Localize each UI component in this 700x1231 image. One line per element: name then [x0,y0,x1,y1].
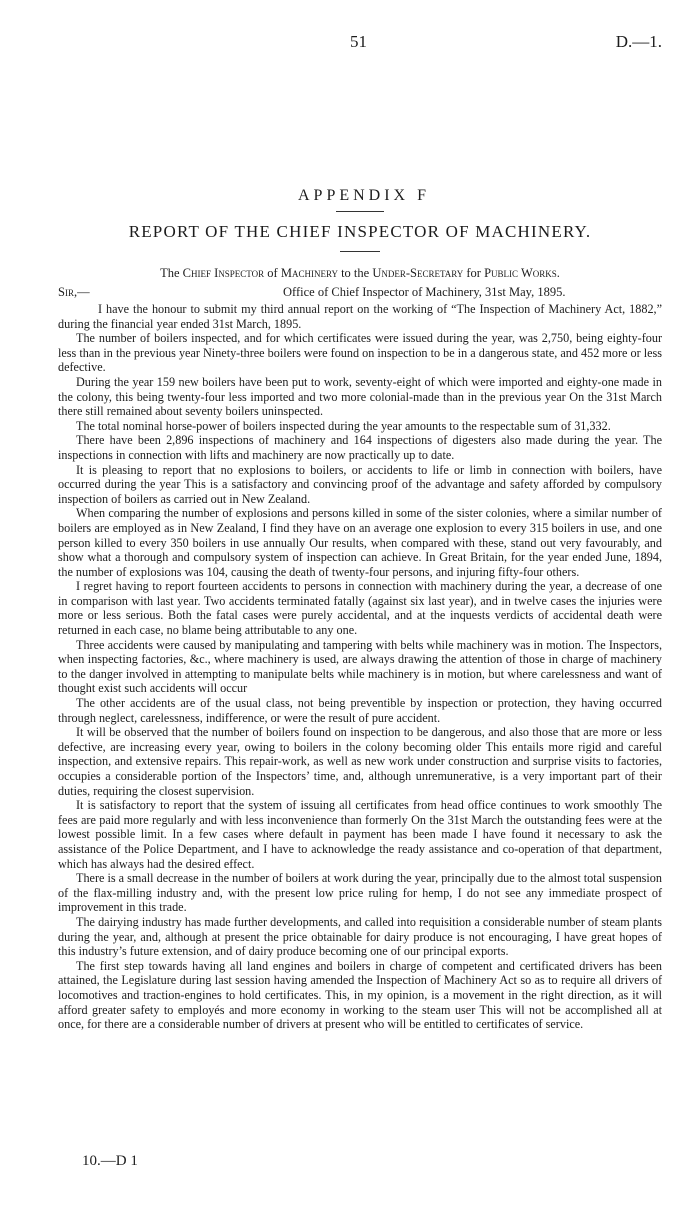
paragraph: I have the honour to submit my third annual report on the working of “The Inspection of Machinery Act, 1882,” during the financial year ended 31st March, 1895. [58,302,662,331]
paragraph: It is pleasing to report that no explosions to boilers, or accidents to life or limb in connection with boilers, have occurred during the year This is a satisfactory and convincing proof of the advantage and safety afforded by compulsory inspection of boilers as carried out in New Zealand. [58,462,662,506]
footer-signature: 10.—D 1 [82,1153,138,1169]
paragraph: Three accidents were caused by manipulating and tampering with belts while machinery was in motion. The Inspectors, when inspecting factories, &c., where machinery is used, are always drawing the attention of those in charge of machinery to the danger involved in attempting to manipulate belts while machinery is in motion, but where carelessness and want of thought exist such accidents will occur [58,637,662,696]
addressee-text: The [160,266,183,280]
addressee-recipient-dept: Public Works [484,266,557,280]
paragraph: The number of boilers inspected, and for which certificates were issued during the year, was 2,750, being eighty-four less than in the previous year Ninety-three boilers were found on inspection to be in a dangerous state, and 452 more or less defective. [58,331,662,375]
salutation: Sir,— [58,285,90,299]
paragraph: The total nominal horse-power of boilers inspected during the year amounts to the respectable sum of 31,332. [76,418,611,433]
title-rule [340,251,380,252]
paragraph: The dairying industry has made further developments, and called into requisition a considerable number of steam plants during the year, and, although at present the price obtainable for dairy produce is not encouraging, I have great hopes of this industry’s future extension, and of dairy produce becoming one of our principal exports. [58,914,662,959]
addressee-recipient: Under-Secretary [372,266,464,280]
paragraph: There have been 2,896 inspections of machinery and 164 inspections of digesters also made during the year. The inspections in connection with lifts and machinery are now practically up to date. [58,433,662,462]
page-number: 51 [350,32,367,51]
paragraph: During the year 159 new boilers have been put to work, seventy-eight of which were imported and eighty-one made in the colony, this being twenty-four less imported and two more colonial-made than in the previous year On the 31st March there still remained about seventy boilers uninspected. [58,374,662,419]
addressee-text: of [264,266,281,280]
paragraph: It will be observed that the number of boilers found on inspection to be dangerous, and also those that are more or less defective, are increasing every year, owing to boilers in the colony becoming older This entails more rigid and careful inspection, and extensive repairs. This repair-work, as well as new work under construction and surprise visits to factories, occupies a considerable portion of the Inspectors’ time, and, although unremunerative, is a very important part of their duties, requiring the closest supervision. [58,725,662,798]
office-date-line: Office of Chief Inspector of Machinery, 31st May, 1895. [283,285,566,299]
paragraph: I regret having to report fourteen accidents to persons in connection with machinery during the year, a decrease of one in comparison with last year. Two accidents terminated fatally (against six last year), and in twelve cases the injuries were more or less serious. Both the fatal cases were purely accidental, and at the inquests verdicts of accidental death were returned in each case, no blame being attributable to any one. [58,579,662,638]
appendix-heading: APPENDIX F [297,187,430,204]
report-title: REPORT OF THE CHIEF INSPECTOR OF MACHINERY. [128,222,592,241]
report-body [58,302,662,1032]
running-header [58,32,662,62]
addressee-text: . [556,266,560,280]
paragraph: There is a small decrease in the number of boilers at work during the year, principally due to the almost total suspension of the flax-milling industry and, with the present low price ruling for hemp, I do not see any immediate prospect of improvement in this trade. [58,871,662,915]
document-reference: D.—1. [615,32,662,51]
paragraph: The other accidents are of the usual class, not being preventible by inspection or protection, they having occurred through neglect, carelessness, indifference, or were the result of pure accident. [58,696,662,725]
addressee-line [58,266,662,281]
heading-rule [336,211,384,212]
salutation-row [58,285,662,302]
paragraph: It is satisfactory to report that the system of issuing all certificates from head office continues to work smoothly The fees are paid more regularly and with less inconvenience than formerly On the 31st March the outstanding fees were at the lowest possible limit. In a few cases where default in payment has been made I have found it necessary to ask the assistance of the Police Department, and I have to acknowledge the ready assistance and co-operation of that department, which has always had the desired effect. [58,798,662,871]
addressee-sender-dept: Machinery [280,266,338,280]
paragraph: The first step towards having all land engines and boilers in charge of competent and certificated drivers has been attained, the Legislature during last session having amended the Inspection of Machinery Act so as to require all drivers of locomotives and traction-engines to hold certificates. This, in my opinion, is a movement in the right direction, as it will afford greater safety to employés and more economy in working to the steam user This will not be accomplished all at once, for there are a considerable number of drivers at present who will be entitled to certificates of service. [58,958,662,1032]
addressee-text: for [463,266,485,280]
addressee-text: to the [337,266,373,280]
addressee-sender: Chief Inspector [182,266,265,280]
paragraph: When comparing the number of explosions and persons killed in some of the sister colonies, where a similar number of boilers are employed as in New Zealand, I find they have on an average one explosion to every 315 boilers in use, and one person killed to every 350 boilers in use annually Our results, when compared with these, stand out very favourably, and show what a thorough and compulsory system of inspection can achieve. In Great Britain, for the year ended June, 1894, the number of explosions was 104, causing the death of twenty-four persons, and injuring fifty-four others. [58,506,662,579]
